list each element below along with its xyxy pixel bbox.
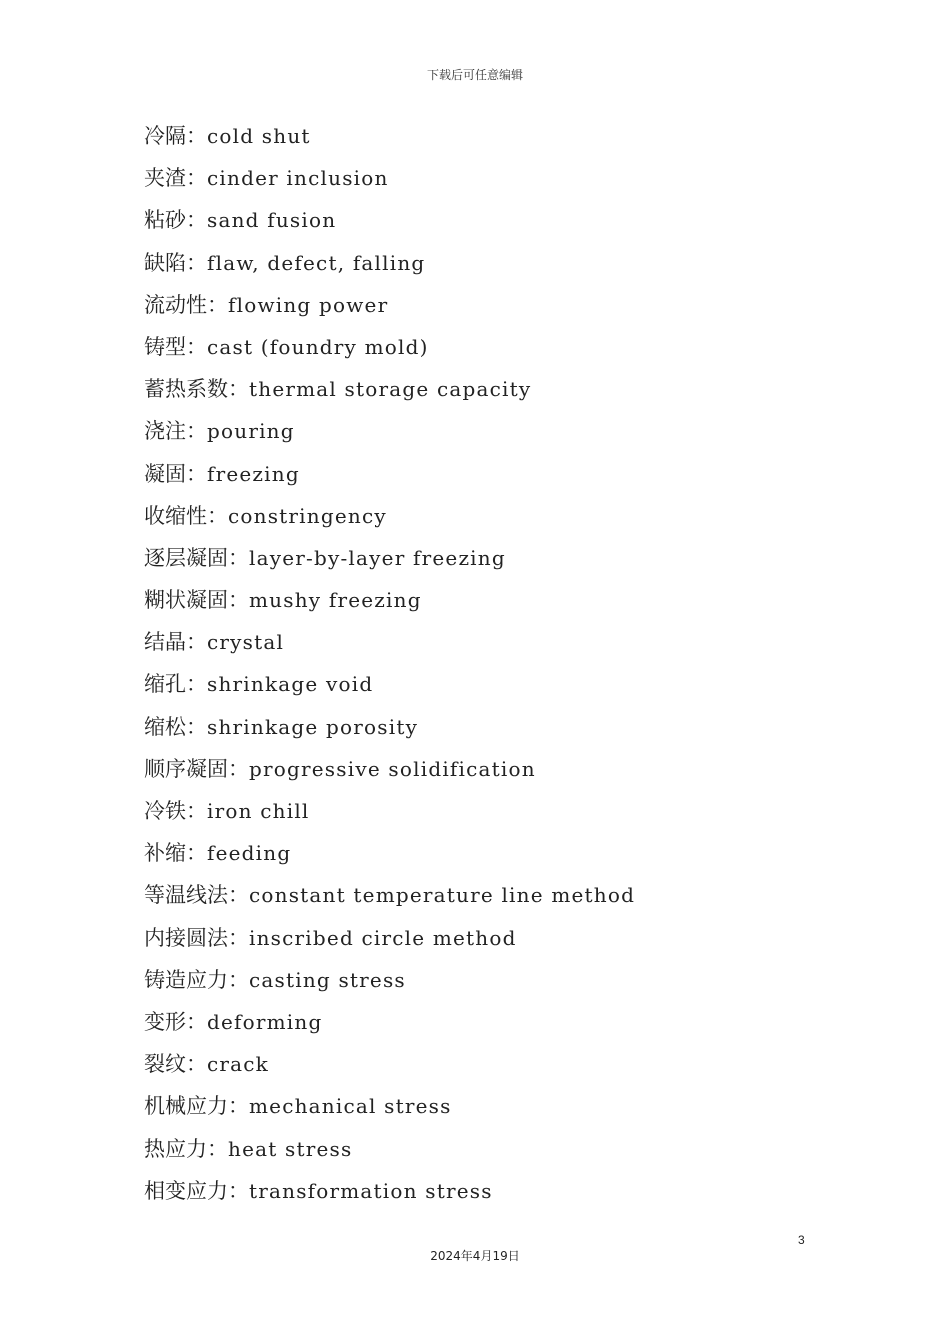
- term-english: shrinkage void: [207, 672, 374, 697]
- page-number: 3: [798, 1233, 805, 1247]
- term-entry: [144, 835, 635, 877]
- term-entry: [144, 1088, 635, 1130]
- term-separator: ：: [186, 841, 207, 866]
- term-list: [144, 118, 635, 1215]
- term-entry: [144, 456, 635, 498]
- term-entry: [144, 1046, 635, 1088]
- term-entry: [144, 118, 635, 160]
- term-separator: ：: [186, 208, 207, 233]
- term-english: mushy freezing: [249, 588, 422, 613]
- term-separator: ：: [186, 1052, 207, 1077]
- term-chinese: 机械应力: [144, 1094, 228, 1119]
- term-chinese: 顺序凝固: [144, 756, 228, 781]
- term-entry: [144, 160, 635, 202]
- term-english: flaw, defect, falling: [207, 250, 426, 275]
- term-chinese: 等温线法: [144, 883, 228, 908]
- term-entry: [144, 1173, 635, 1215]
- header-note: 下载后可任意编辑: [426, 68, 523, 82]
- term-english: sand fusion: [207, 208, 337, 233]
- term-separator: ：: [228, 925, 249, 950]
- term-english: thermal storage capacity: [249, 377, 532, 402]
- term-chinese: 冷隔: [144, 124, 186, 148]
- term-english: layer-by-layer freezing: [249, 545, 506, 570]
- term-entry: [144, 793, 635, 835]
- term-english: feeding: [207, 841, 292, 866]
- term-separator: ：: [186, 334, 207, 359]
- term-chinese: 糊状凝固: [144, 588, 228, 613]
- term-separator: ：: [228, 588, 249, 613]
- term-separator: ：: [186, 124, 207, 148]
- term-entry: [144, 498, 635, 540]
- term-chinese: 裂纹: [144, 1052, 186, 1077]
- term-entry: [144, 1131, 635, 1173]
- term-chinese: 内接圆法: [144, 925, 228, 950]
- term-chinese: 相变应力: [144, 1178, 228, 1203]
- term-separator: ：: [228, 1094, 249, 1119]
- term-entry: [144, 371, 635, 413]
- term-separator: ：: [228, 967, 249, 992]
- term-separator: ：: [186, 672, 207, 697]
- term-separator: ：: [186, 630, 207, 655]
- term-chinese: 缺陷: [144, 250, 186, 275]
- term-separator: ：: [228, 883, 249, 908]
- term-chinese: 浇注: [144, 419, 186, 444]
- term-chinese: 变形: [144, 1009, 186, 1034]
- term-english: constant temperature line method: [249, 883, 636, 908]
- term-chinese: 收缩性: [144, 503, 207, 528]
- term-entry: [144, 751, 635, 793]
- term-english: crack: [207, 1052, 270, 1077]
- term-separator: ：: [186, 250, 207, 275]
- term-entry: [144, 202, 635, 244]
- term-english: cinder inclusion: [207, 166, 389, 191]
- term-chinese: 缩孔: [144, 672, 186, 697]
- term-entry: [144, 1004, 635, 1046]
- footer-date: 2024年4月19日: [430, 1249, 520, 1263]
- term-english: shrinkage porosity: [207, 714, 419, 739]
- term-english: heat stress: [228, 1136, 353, 1161]
- term-chinese: 流动性: [144, 292, 207, 317]
- term-entry: [144, 287, 635, 329]
- term-separator: ：: [186, 166, 207, 191]
- term-chinese: 铸造应力: [144, 967, 228, 992]
- term-chinese: 铸型: [144, 334, 186, 359]
- term-separator: ：: [186, 1009, 207, 1034]
- term-english: progressive solidification: [249, 756, 536, 781]
- term-entry: [144, 245, 635, 287]
- term-entry: [144, 666, 635, 708]
- term-separator: ：: [228, 756, 249, 781]
- term-chinese: 缩松: [144, 714, 186, 739]
- term-english: cast (foundry mold): [207, 334, 429, 359]
- term-english: iron chill: [207, 799, 310, 823]
- term-chinese: 夹渣: [144, 166, 186, 191]
- term-entry: [144, 877, 635, 919]
- term-chinese: 结晶: [144, 630, 186, 655]
- term-separator: ：: [186, 461, 207, 486]
- term-entry: [144, 624, 635, 666]
- term-entry: [144, 709, 635, 751]
- term-english: cold shut: [207, 124, 311, 148]
- term-english: crystal: [207, 630, 285, 655]
- term-chinese: 凝固: [144, 461, 186, 486]
- term-separator: ：: [186, 799, 207, 823]
- term-chinese: 粘砂: [144, 208, 186, 233]
- term-separator: ：: [186, 419, 207, 444]
- term-entry: [144, 920, 635, 962]
- term-english: casting stress: [249, 967, 406, 992]
- term-entry: [144, 582, 635, 624]
- term-separator: ：: [207, 503, 228, 528]
- term-chinese: 蓄热系数: [144, 377, 228, 402]
- term-chinese: 补缩: [144, 841, 186, 866]
- term-separator: ：: [207, 292, 228, 317]
- term-separator: ：: [228, 1178, 249, 1203]
- term-english: mechanical stress: [249, 1094, 452, 1119]
- term-entry: [144, 540, 635, 582]
- term-chinese: 热应力: [144, 1136, 207, 1161]
- term-english: flowing power: [228, 292, 389, 317]
- term-entry: [144, 413, 635, 455]
- term-chinese: 冷铁: [144, 799, 186, 823]
- term-english: inscribed circle method: [249, 925, 517, 950]
- term-entry: [144, 962, 635, 1004]
- term-english: freezing: [207, 461, 300, 486]
- term-chinese: 逐层凝固: [144, 545, 228, 570]
- term-entry: [144, 329, 635, 371]
- term-separator: ：: [186, 714, 207, 739]
- term-separator: ：: [207, 1136, 228, 1161]
- term-separator: ：: [228, 545, 249, 570]
- term-english: transformation stress: [249, 1178, 493, 1203]
- term-english: deforming: [207, 1009, 323, 1034]
- term-english: constringency: [228, 503, 387, 528]
- term-english: pouring: [207, 419, 295, 444]
- term-separator: ：: [228, 377, 249, 402]
